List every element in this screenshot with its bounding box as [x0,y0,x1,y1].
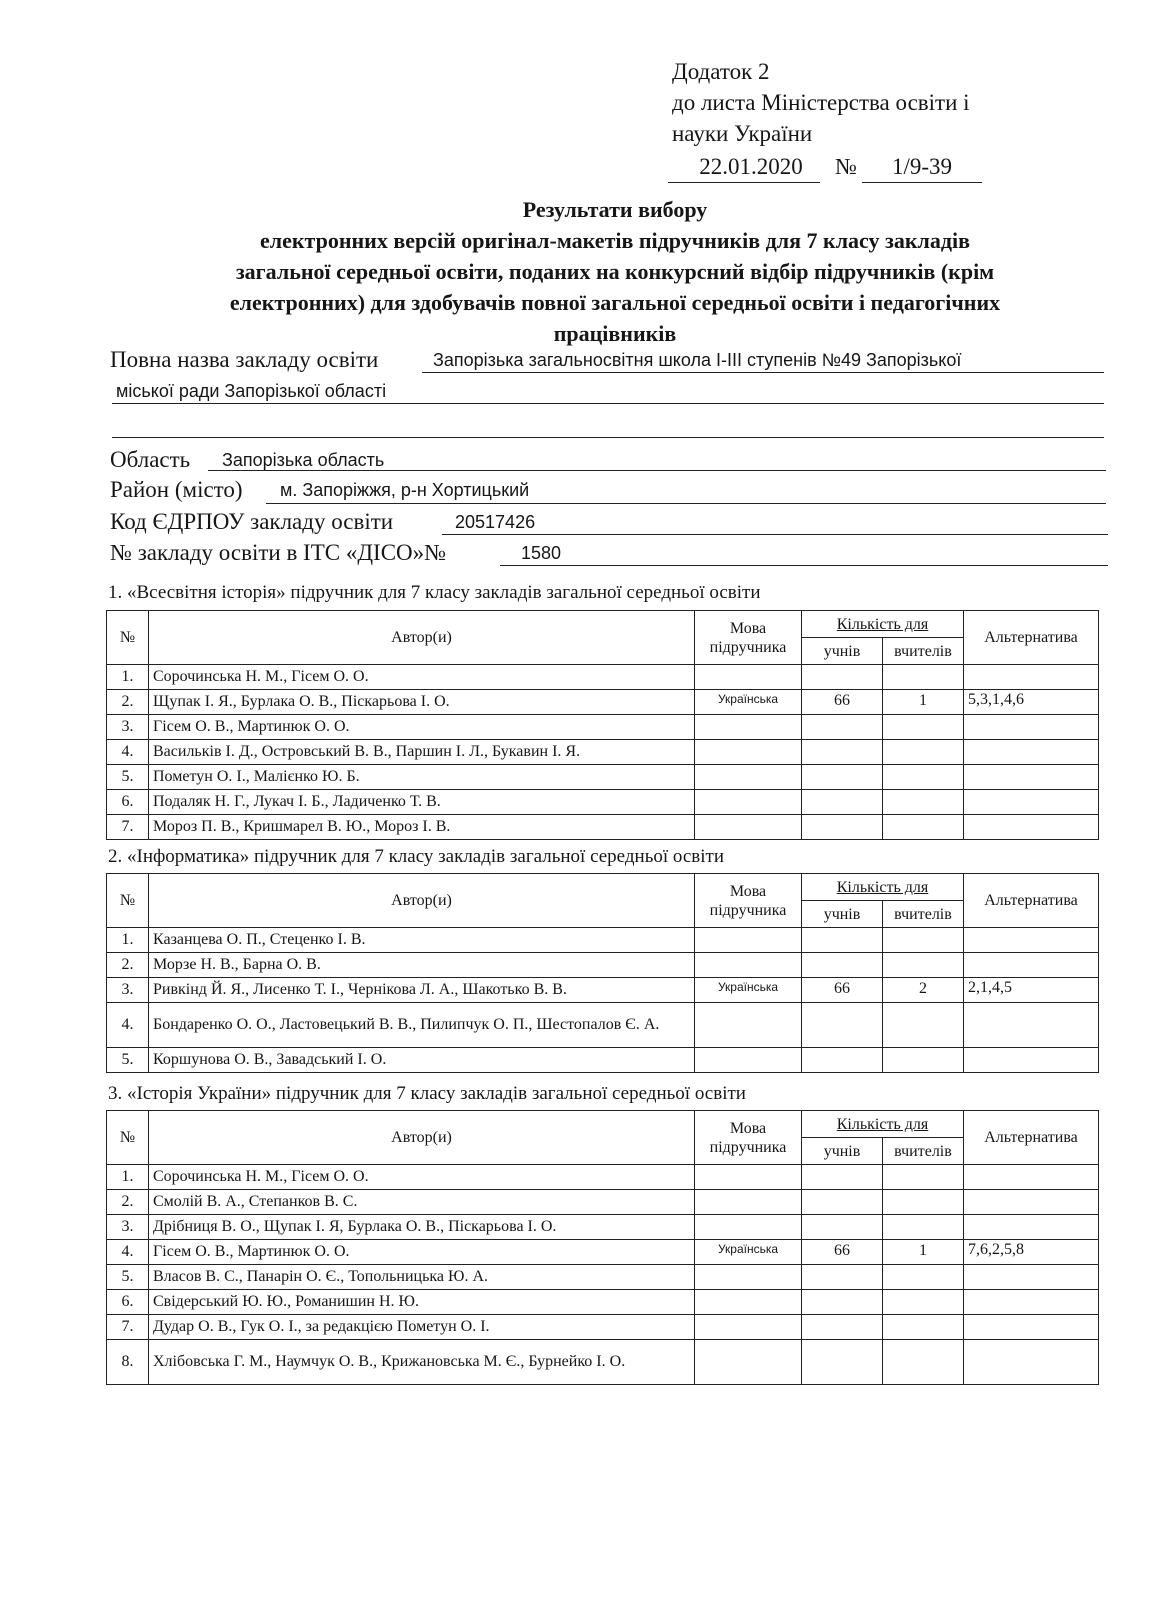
table-row [107,1003,1099,1048]
row-teachers-count [883,1003,964,1048]
row-teachers-count [883,1215,964,1240]
row-language [695,1165,802,1190]
row-alternative [964,790,1099,815]
institution-name-label: Повна назва закладу освіти [110,347,379,372]
row-number: 2. [107,690,149,715]
row-teachers-count: 1 [883,690,964,715]
row-number: 2. [107,1190,149,1215]
document-title [100,194,1130,349]
row-authors: Щупак І. Я., Бурлака О. В., Піскарьова І. О. [149,690,695,715]
row-students-count [802,815,883,840]
table-row [107,1315,1099,1340]
row-students-count [802,1003,883,1048]
row-students-count [802,1315,883,1340]
table-row [107,815,1099,840]
textbook-table [106,1110,1099,1385]
row-language [695,1048,802,1073]
row-language [695,953,802,978]
row-students-count: 66 [802,978,883,1003]
row-students-count [802,765,883,790]
table-row [107,1048,1099,1073]
table-row [107,1190,1099,1215]
row-teachers-count [883,740,964,765]
header-quantity [802,1111,964,1138]
row-students-count [802,953,883,978]
row-authors: Васильків І. Д., Островський В. В., Паршин І. Л., Букавин І. Я. [149,740,695,765]
header-language-line1: Мова [729,882,767,900]
annex-letter-line: до листа Міністерства освіти і [672,90,970,115]
underline [422,372,1104,373]
row-language [695,665,802,690]
row-alternative [964,1165,1099,1190]
row-language [695,1190,802,1215]
row-language [695,1265,802,1290]
table-row [107,690,1099,715]
underline [112,403,1104,404]
row-language: Українська [695,1240,802,1265]
header-alternative: Альтернатива [964,611,1099,665]
section-title: 3. «Історія України» підручник для 7 класу закладів загальної середньої освіти [108,1083,746,1104]
underline [442,534,1108,535]
row-authors: Коршунова О. В., Завадський І. О. [149,1048,695,1073]
row-alternative [964,740,1099,765]
header-students: учнів [802,638,883,665]
row-alternative [964,715,1099,740]
header-alternative: Альтернатива [964,1111,1099,1165]
row-alternative [964,765,1099,790]
row-language [695,715,802,740]
row-students-count [802,790,883,815]
row-language [695,1290,802,1315]
row-alternative [964,1048,1099,1073]
region-value: Запорізька область [222,450,385,470]
row-number: 3. [107,715,149,740]
row-language: Українська [695,690,802,715]
title-line: електронних) для здобувачів повної загальної середньої освіти і педагогічних [229,290,1001,315]
annex-block [672,56,970,182]
row-authors: Дудар О. В., Гук О. І., за редакцією Пометун О. І. [149,1315,695,1340]
row-teachers-count: 2 [883,978,964,1003]
row-number: 2. [107,953,149,978]
header-alternative: Альтернатива [964,874,1099,928]
row-language [695,765,802,790]
row-authors: Пометун О. І., Малієнко Ю. Б. [149,765,695,790]
row-language [695,1003,802,1048]
row-students-count [802,1340,883,1385]
row-teachers-count [883,665,964,690]
row-teachers-count [883,715,964,740]
table-row [107,715,1099,740]
row-teachers-count [883,765,964,790]
header-language-line1: Мова [729,619,767,637]
annex-ministry-line: науки України [672,121,813,146]
row-number: 1. [107,1165,149,1190]
row-number: 5. [107,1265,149,1290]
title-line: загальної середньої освіти, поданих на конкурсний відбір підручників (крім [235,259,995,284]
row-authors: Гісем О. В., Мартинюк О. О. [149,715,695,740]
row-alternative: 5,3,1,4,6 [964,690,1099,715]
table-row [107,1215,1099,1240]
row-teachers-count [883,953,964,978]
district-value: м. Запоріжжя, р-н Хортицький [280,480,530,500]
title-line: працівників [553,321,677,346]
row-alternative [964,1265,1099,1290]
underline [208,470,1106,471]
row-teachers-count [883,928,964,953]
row-language: Українська [695,978,802,1003]
edrpou-label: Код ЄДРПОУ закладу освіти [110,509,394,534]
row-teachers-count [883,1290,964,1315]
underline [266,503,1106,504]
header-language-line2: підручника [709,638,787,656]
row-students-count [802,1265,883,1290]
row-alternative [964,1340,1099,1385]
table-row [107,928,1099,953]
row-authors: Сорочинська Н. М., Гісем О. О. [149,665,695,690]
row-authors: Хлібовська Г. М., Наумчук О. В., Крижановська М. Є., Бурнейко І. О. [149,1340,695,1385]
row-language [695,815,802,840]
row-students-count [802,1048,883,1073]
header-author: Автор(и) [149,1111,695,1165]
row-teachers-count [883,1315,964,1340]
row-language [695,790,802,815]
letter-number: 1/9-39 [862,151,982,183]
row-students-count [802,1215,883,1240]
header-num: № [107,874,149,928]
header-teachers: вчителів [883,1138,964,1165]
row-authors: Ривкінд Й. Я., Лисенко Т. І., Чернікова Л. А., Шакотько В. В. [149,978,695,1003]
row-authors: Морзе Н. В., Барна О. В. [149,953,695,978]
row-alternative: 7,6,2,5,8 [964,1240,1099,1265]
annex-title: Додаток 2 [672,59,770,84]
edrpou-value: 20517426 [455,512,536,532]
row-number: 1. [107,928,149,953]
header-students: учнів [802,901,883,928]
region-field [110,447,1110,477]
header-language-line1: Мова [729,1119,767,1137]
row-teachers-count [883,815,964,840]
number-sign: № [835,154,857,179]
row-students-count [802,1290,883,1315]
table-row [107,953,1099,978]
row-teachers-count [883,1190,964,1215]
letter-date: 22.01.2020 [668,151,820,183]
header-students: учнів [802,1138,883,1165]
row-number: 5. [107,765,149,790]
row-alternative [964,665,1099,690]
table-row [107,1265,1099,1290]
header-num: № [107,611,149,665]
header-quantity-label: Кількість для [836,878,929,896]
row-students-count [802,928,883,953]
row-language [695,1215,802,1240]
row-language [695,928,802,953]
header-teachers: вчителів [883,901,964,928]
institution-name-field-cont [116,378,1106,406]
row-alternative [964,953,1099,978]
table-header-row [107,611,1099,638]
annex-date-number [672,151,970,182]
table-row [107,740,1099,765]
row-authors: Казанцева О. П., Стеценко І. В. [149,928,695,953]
row-number: 3. [107,978,149,1003]
row-teachers-count [883,790,964,815]
row-students-count [802,1165,883,1190]
row-teachers-count [883,1165,964,1190]
row-language [695,740,802,765]
row-authors: Власов В. С., Панарін О. Є., Топольницька Ю. А. [149,1265,695,1290]
underline [500,565,1108,566]
itc-number-label: № закладу освіти в ІТС «ДІСО»№ [110,540,447,565]
table-row [107,1165,1099,1190]
row-authors: Подаляк Н. Г., Лукач І. Б., Ладиченко Т. В. [149,790,695,815]
row-number: 7. [107,1315,149,1340]
row-teachers-count [883,1265,964,1290]
table-row [107,1240,1099,1265]
textbook-table [106,610,1099,840]
header-language [695,611,802,665]
table-row [107,978,1099,1003]
row-number: 4. [107,1003,149,1048]
table-header-row [107,1111,1099,1138]
row-students-count [802,740,883,765]
row-language [695,1340,802,1385]
row-authors: Бондаренко О. О., Ластовецький В. В., Пилипчук О. П., Шестопалов Є. А. [149,1003,695,1048]
itc-number-value: 1580 [521,543,562,563]
table-row [107,1290,1099,1315]
row-authors: Мороз П. В., Кришмарел В. Ю., Мороз І. В. [149,815,695,840]
row-teachers-count [883,1048,964,1073]
row-language [695,1315,802,1340]
row-authors: Свідерський Ю. Ю., Романишин Н. Ю. [149,1290,695,1315]
row-authors: Сорочинська Н. М., Гісем О. О. [149,1165,695,1190]
header-teachers: вчителів [883,638,964,665]
table-row [107,1340,1099,1385]
row-number: 5. [107,1048,149,1073]
row-number: 7. [107,815,149,840]
table-row [107,665,1099,690]
row-teachers-count [883,1340,964,1385]
header-language [695,874,802,928]
header-language [695,1111,802,1165]
textbook-table [106,873,1099,1073]
table-row [107,790,1099,815]
row-alternative [964,1003,1099,1048]
header-quantity-label: Кількість для [836,615,929,633]
title-line: Результати вибору [522,197,708,222]
region-label: Область [110,447,191,472]
row-students-count [802,1190,883,1215]
row-alternative: 2,1,4,5 [964,978,1099,1003]
row-alternative [964,1215,1099,1240]
row-alternative [964,1290,1099,1315]
header-author: Автор(и) [149,874,695,928]
institution-name-value: Запорізька загальносвітня школа І-ІІІ ступенів №49 Запорізької [433,350,962,370]
header-quantity [802,611,964,638]
row-number: 4. [107,740,149,765]
header-language-line2: підручника [709,901,787,919]
table-header-row [107,874,1099,901]
row-students-count: 66 [802,1240,883,1265]
row-authors: Гісем О. В., Мартинюк О. О. [149,1240,695,1265]
row-alternative [964,815,1099,840]
institution-name-value-2: міської ради Запорізької області [116,381,387,401]
row-number: 6. [107,1290,149,1315]
underline [112,437,1104,438]
header-num: № [107,1111,149,1165]
row-number: 3. [107,1215,149,1240]
row-teachers-count: 1 [883,1240,964,1265]
row-alternative [964,928,1099,953]
row-authors: Смолій В. А., Степанков В. С. [149,1190,695,1215]
row-authors: Дрібниця В. О., Щупак І. Я, Бурлака О. В., Піскарьова І. О. [149,1215,695,1240]
district-label: Район (місто) [110,477,243,502]
row-students-count: 66 [802,690,883,715]
row-number: 1. [107,665,149,690]
header-language-line2: підручника [709,1138,787,1156]
header-quantity [802,874,964,901]
row-number: 8. [107,1340,149,1385]
table-row [107,765,1099,790]
row-number: 6. [107,790,149,815]
row-alternative [964,1315,1099,1340]
row-number: 4. [107,1240,149,1265]
section-title: 2. «Інформатика» підручник для 7 класу закладів загальної середньої освіти [108,846,725,867]
section-title: 1. «Всесвітня історія» підручник для 7 класу закладів загальної середньої освіти [108,582,761,603]
row-students-count [802,715,883,740]
header-author: Автор(и) [149,611,695,665]
row-students-count [802,665,883,690]
header-quantity-label: Кількість для [836,1115,929,1133]
title-line: електронних версій оригінал-макетів підручників для 7 класу закладів [259,228,971,253]
row-alternative [964,1190,1099,1215]
